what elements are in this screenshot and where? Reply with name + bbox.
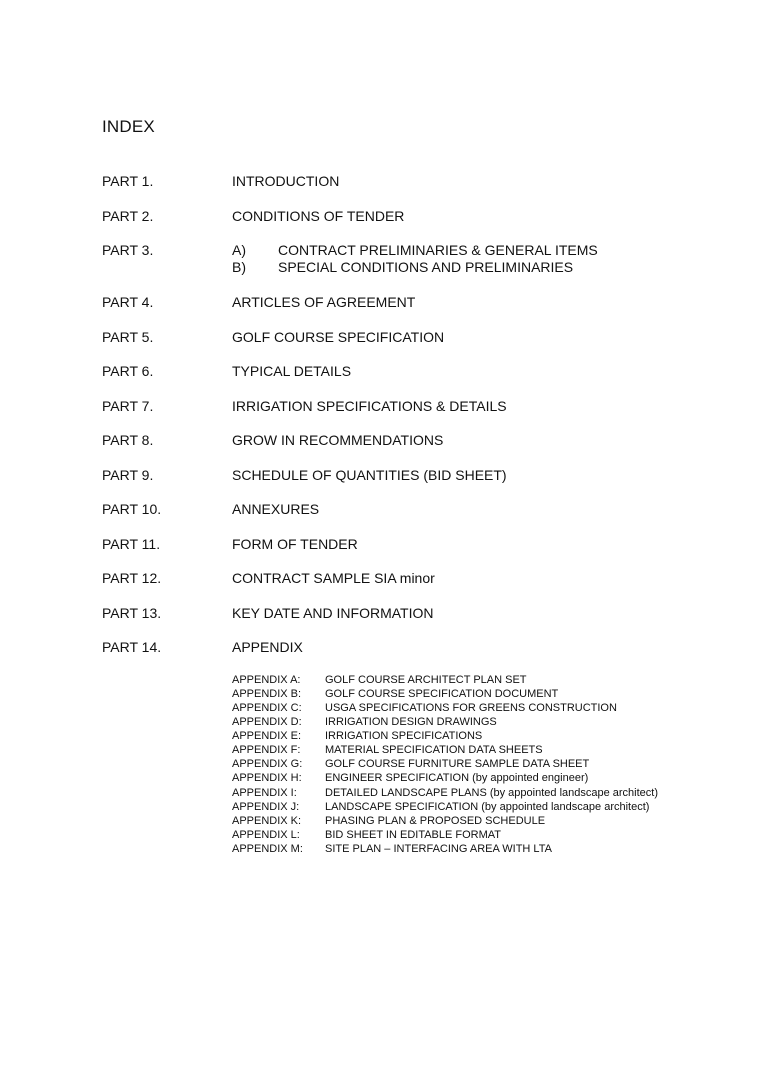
appendix-label: APPENDIX I: [232,787,297,799]
part-label: PART 3. [102,242,154,258]
part-label: PART 7. [102,398,154,414]
part-label: PART 2. [102,208,154,224]
appendix-title: IRRIGATION DESIGN DRAWINGS [325,716,497,728]
appendix-title: ENGINEER SPECIFICATION (by appointed engineer) [325,772,589,784]
appendix-title: GOLF COURSE FURNITURE SAMPLE DATA SHEET [325,758,590,770]
part-label: PART 10. [102,501,162,517]
part-label: PART 4. [102,294,154,310]
appendix-title: IRRIGATION SPECIFICATIONS [325,730,483,742]
part-title: GROW IN RECOMMENDATIONS [232,432,444,448]
part-title: ARTICLES OF AGREEMENT [232,294,416,310]
appendix-title: GOLF COURSE ARCHITECT PLAN SET [325,674,527,686]
appendix-label: APPENDIX C: [232,702,302,714]
part-label: PART 11. [102,536,161,552]
appendix-label: APPENDIX J: [232,801,300,813]
part-label: PART 5. [102,329,154,345]
appendix-label: APPENDIX G: [232,758,303,770]
part-label: PART 8. [102,432,154,448]
appendix-label: APPENDIX D: [232,716,302,728]
part-title: ANNEXURES [232,501,320,517]
part-label: PART 12. [102,570,162,586]
part-title: TYPICAL DETAILS [232,363,352,379]
appendix-title: SITE PLAN – INTERFACING AREA WITH LTA [325,843,552,855]
part-title: GOLF COURSE SPECIFICATION [232,329,445,345]
appendix-title: BID SHEET IN EDITABLE FORMAT [325,829,502,841]
appendix-title: MATERIAL SPECIFICATION DATA SHEETS [325,744,543,756]
subitem-title: CONTRACT PRELIMINARIES & GENERAL ITEMS [278,242,598,258]
appendix-title: LANDSCAPE SPECIFICATION (by appointed landscape architect) [325,801,650,813]
part-title: CONTRACT SAMPLE SIA minor [232,570,435,586]
part-label: PART 6. [102,363,154,379]
appendix-label: APPENDIX M: [232,843,303,855]
subitem-letter: B) [232,259,246,275]
appendix-title: GOLF COURSE SPECIFICATION DOCUMENT [325,688,559,700]
part-title: CONDITIONS OF TENDER [232,208,405,224]
part-title: IRRIGATION SPECIFICATIONS & DETAILS [232,398,507,414]
appendix-title: USGA SPECIFICATIONS FOR GREENS CONSTRUCTION [325,702,617,714]
appendix-title: PHASING PLAN & PROPOSED SCHEDULE [325,815,546,827]
appendix-label: APPENDIX A: [232,674,301,686]
page-title: INDEX [102,117,155,136]
part-title: KEY DATE AND INFORMATION [232,605,434,621]
part-title: APPENDIX [232,639,303,655]
subitem-title: SPECIAL CONDITIONS AND PRELIMINARIES [278,259,574,275]
appendix-label: APPENDIX L: [232,829,300,841]
subitem-letter: A) [232,242,246,258]
part-title: SCHEDULE OF QUANTITIES (BID SHEET) [232,467,507,483]
appendix-label: APPENDIX E: [232,730,302,742]
part-label: PART 1. [102,173,154,189]
appendix-label: APPENDIX K: [232,815,302,827]
appendix-label: APPENDIX F: [232,744,301,756]
appendix-title: DETAILED LANDSCAPE PLANS (by appointed landscape architect) [325,787,659,799]
part-title: FORM OF TENDER [232,536,358,552]
part-label: PART 14. [102,639,162,655]
appendix-label: APPENDIX H: [232,772,302,784]
appendix-label: APPENDIX B: [232,688,302,700]
part-title: INTRODUCTION [232,173,340,189]
part-label: PART 13. [102,605,162,621]
part-label: PART 9. [102,467,154,483]
